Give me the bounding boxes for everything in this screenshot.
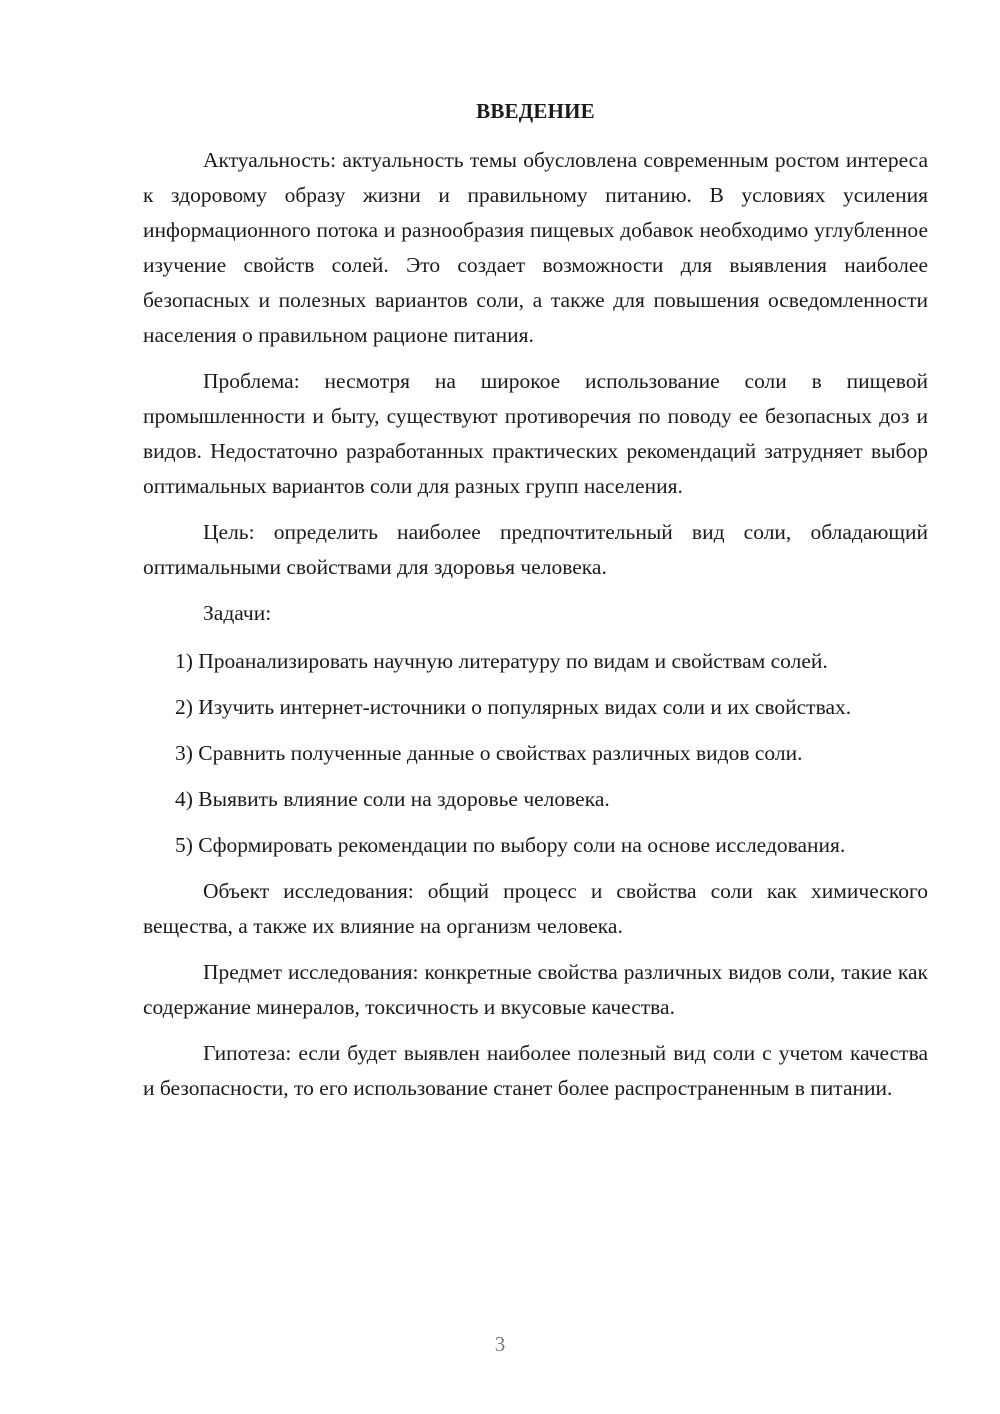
task-item: 3) Сравнить полученные данные о свойствах различных видов соли. <box>175 741 803 765</box>
paragraph-problem: Проблема: несмотря на широкое использование соли в пищевой промышленности и быту, существуют противоречия по поводу ее безопасных доз и видов. Недостаточно разработанных практических рекомендаций затрудняет выбор оптимальных вариантов соли для разных групп населения. <box>143 369 928 498</box>
task-item: 4) Выявить влияние соли на здоровье человека. <box>175 787 610 811</box>
paragraph-object: Объект исследования: общий процесс и свойства соли как химического вещества, а также их влияние на организм человека. <box>143 879 928 938</box>
paragraph-hypothesis: Гипотеза: если будет выявлен наиболее полезный вид соли с учетом качества и безопасности, то его использование станет более распространенным в питании. <box>143 1041 928 1100</box>
task-item: 5) Сформировать рекомендации по выбору соли на основе исследования. <box>175 833 846 857</box>
document-page <box>143 94 928 1117</box>
page-number: 3 <box>494 1332 506 1356</box>
task-item: 2) Изучить интернет-источники о популярных видах соли и их свойствах. <box>175 695 852 719</box>
tasks-label: Задачи: <box>203 601 272 625</box>
task-item: 1) Проанализировать научную литературу по видам и свойствам солей. <box>175 649 828 673</box>
paragraph-subject: Предмет исследования: конкретные свойства различных видов соли, такие как содержание минералов, токсичность и вкусовые качества. <box>143 960 928 1019</box>
section-title: ВВЕДЕНИЕ <box>476 99 595 123</box>
paragraph-goal: Цель: определить наиболее предпочтительный вид соли, обладающий оптимальными свойствами для здоровья человека. <box>143 520 928 579</box>
paragraph-relevance: Актуальность: актуальность темы обусловлена современным ростом интереса к здоровому образу жизни и правильному питанию. В условиях усиления информационного потока и разнообразия пищевых добавок необходимо углубленное изучение свойств солей. Это создает возможности для выявления наиболее безопасных и полезных вариантов соли, а также для повышения осведомленности населения о правильном рационе питания. <box>143 148 928 347</box>
